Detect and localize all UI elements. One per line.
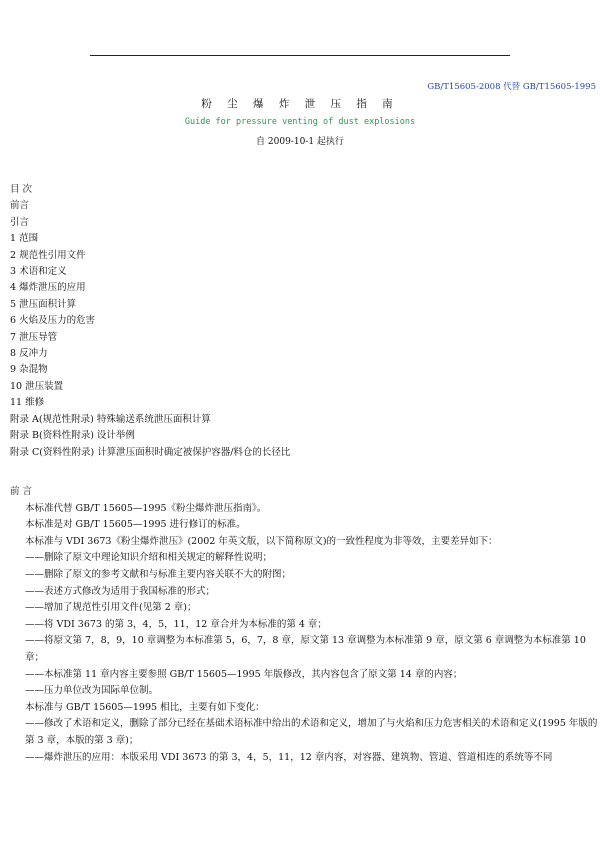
toc-item: 前言 — [10, 200, 30, 212]
toc-item: 10 泄压装置 — [10, 380, 64, 392]
toc-item: 1 范围 — [10, 233, 39, 245]
difference-item: ——表述方式修改为适用于我国标准的形式； — [25, 585, 216, 597]
toc-item: 9 杂混物 — [10, 364, 48, 376]
toc-item: 8 反冲力 — [10, 348, 48, 360]
difference-item: ——将 VDI 3673 的第 3，4，5，11，12 章合并为本标准的第 4 章； — [25, 618, 327, 630]
toc-item: 4 爆炸泄压的应用 — [10, 282, 86, 294]
effective-date: 自 2009-10-1 起执行 — [256, 137, 344, 147]
difference-item: ——本标准第 11 章内容主要参照 GB/T 15605—1995 年版修改，其内容包含了原文第 14 章的内容； — [25, 668, 463, 680]
toc-item: 附录 A(规范性附录) 特殊输送系统泄压面积计算 — [10, 413, 211, 425]
difference-item: ——删除了原文的参考文献和与标准主要内容关联不大的附图； — [25, 568, 292, 580]
toc-item: 附录 B(资料性附录) 设计举例 — [10, 430, 135, 442]
toc-item: 5 泄压面积计算 — [10, 298, 77, 310]
preface-paragraph: 本标准代替 GB/T 15605—1995《粉尘爆炸泄压指南》。 — [25, 502, 267, 514]
difference-item: ——删除了原文中理论知识介绍和相关规定的解释性说明； — [25, 552, 273, 564]
difference-item: ——将原文第 7，8，9，10 章调整为本标准第 5，6，7，8 章，原文第 13 章调整为本标准第 9 章，原文第 6 章调整为本标准第 10 章； — [25, 635, 586, 663]
preface-heading: 前 言 — [10, 486, 33, 497]
difference-item: ——压力单位改为国际单位制。 — [25, 685, 159, 697]
document-title: 粉 尘 爆 炸 泄 压 指 南 — [201, 98, 399, 110]
preface-section — [10, 484, 598, 766]
toc-item: 引言 — [10, 216, 30, 228]
preface-paragraph: 本标准与 VDI 3673《粉尘爆炸泄压》(2002 年英文版，以下简称原文)的一致性程度为非等效，主要差异如下： — [25, 535, 498, 547]
toc-item: 11 维修 — [10, 397, 45, 409]
toc-heading: 目 次 — [10, 184, 33, 195]
preface-paragraph: 本标准是对 GB/T 15605—1995 进行修订的标准。 — [25, 519, 246, 531]
toc-item: 6 火焰及压力的危害 — [10, 315, 96, 327]
change-item: ——修改了术语和定义，删除了部分已经在基础术语标准中给出的术语和定义，增加了与火焰和压力危害相关的术语和定义(1995 年版的第 3 章，本版的第 3 章)； — [25, 718, 598, 746]
difference-item: ——增加了规范性引用文件(见第 2 章)； — [25, 602, 197, 614]
toc-item: 2 规范性引用文件 — [10, 249, 86, 261]
change-item: ——爆炸泄压的应用：本版采用 VDI 3673 的第 3，4，5，11，12 章内容，对容器、建筑物、管道、管道相连的系统等不同 — [25, 751, 553, 763]
document-title-english: Guide for pressure venting of dust explosions — [184, 117, 416, 127]
toc-item: 3 术语和定义 — [10, 266, 67, 278]
table-of-contents — [10, 182, 290, 461]
standard-code: GB/T15605-2008 代替 GB/T15605-1995 — [427, 82, 596, 92]
toc-item: 附录 C(资料性附录) 计算泄压面积时确定被保护容器/料仓的长径比 — [10, 446, 291, 458]
preface-paragraph: 本标准与 GB/T 15605—1995 相比，主要有如下变化： — [25, 701, 265, 713]
toc-item: 7 泄压导管 — [10, 331, 58, 343]
header-rule — [90, 55, 510, 56]
